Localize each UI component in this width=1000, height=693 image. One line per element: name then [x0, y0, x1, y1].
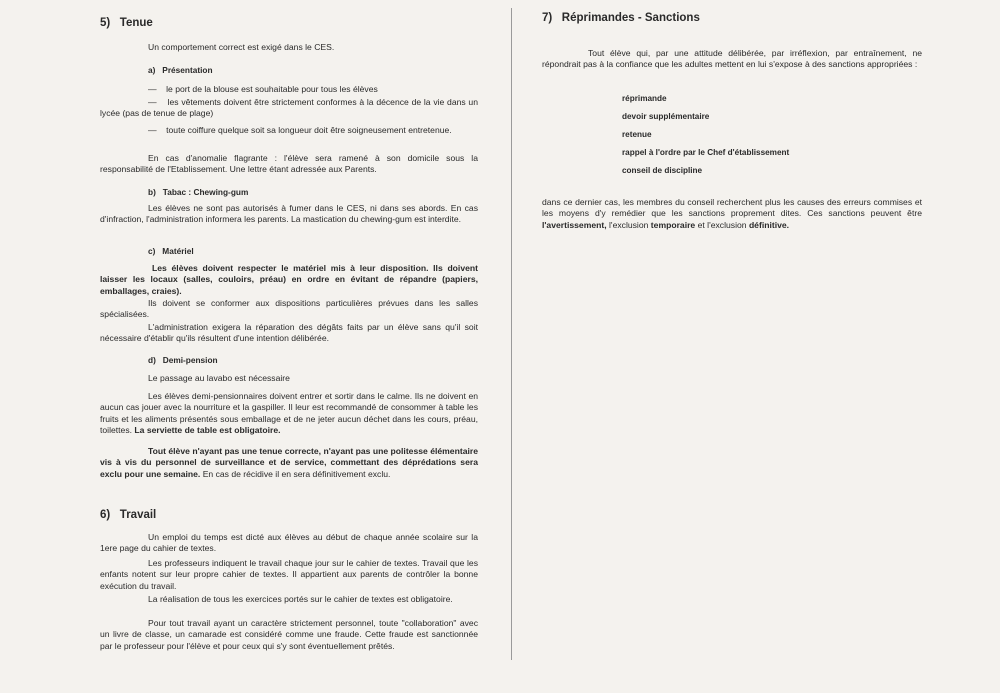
- presentation-bullet-3: — toute coiffure quelque soit sa longueur doit être soigneusement entretenue.: [148, 125, 452, 135]
- travail-paragraph-1: Un emploi du temps est dicté aux élèves au début de chaque année scolaire sur la 1ere page du cahier de textes.: [100, 532, 478, 554]
- sanctions-conclusion: [542, 197, 922, 231]
- demi-pension-rules: Les élèves demi-pensionnaires doivent entrer et sortir dans le calme. Ils ne doivent en aucun cas jouer avec la nourriture et la gaspiller. Il leur est recommandé de consommer à table les fruits et les aliments présentés sous emballage et de ne jeter aucun déchet dans les cours, préau, toilettes.: [100, 391, 478, 435]
- sanctions-list: [622, 93, 789, 183]
- presentation-bullet-1: — le port de la blouse est souhaitable pour tous les élèves: [148, 84, 378, 94]
- presentation-bullet-2: — les vêtements doivent être strictement conformes à la décence de la vie dans un lycée (pas de tenue de plage): [100, 97, 478, 119]
- sanction-item: devoir supplémentaire: [622, 112, 710, 121]
- sanctions-intro: Tout élève qui, par une attitude délibérée, par irréflexion, par entraînement, ne répondrait pas à la confiance que les adultes mettent en lui s'expose à des sanctions appropriées :: [542, 48, 922, 70]
- subsection-d-title: d) Demi-pension: [148, 355, 218, 365]
- travail-paragraph-2: Les professeurs indiquent le travail chaque jour sur le cahier de textes. Travail que les enfants notent sur leur propre cahier de textes. Il appartient aux parents de contrôler la bonne exécution du travail.: [100, 558, 478, 591]
- definitive-term: définitive.: [748, 219, 790, 230]
- sanction-item: conseil de discipline: [622, 166, 703, 175]
- subsection-c-title: c) Matériel: [148, 246, 194, 256]
- sanction-item: retenue: [622, 130, 652, 139]
- exclusion-rule: Tout élève n'ayant pas une tenue correcte, n'ayant pas une politesse élémentaire vis à vis du personnel de surveillance et de service, commettant des déprédations sera exclu pour une semaine.: [100, 446, 478, 479]
- tabac-paragraph: Les élèves ne sont pas autorisés à fumer dans le CES, ni dans ses abords. En cas d'infraction, l'administration informera les parents. La mastication du chewing-gum est interdite.: [100, 203, 478, 225]
- conclusion-text: dans ce dernier cas, les membres du conseil recherchent plus les causes des erreurs commises et les moyens d'y remédier que les sanctions proprement dites. Ces sanctions peuvent être: [542, 197, 922, 219]
- section-6-title: 6) Travail: [100, 509, 157, 521]
- presentation-paragraph: En cas d'anomalie flagrante : l'élève sera ramené à son domicile sous la responsabilité de l'Etablissement. Une lettre étant adressée aux Parents.: [100, 153, 478, 175]
- sanction-item: rappel à l'ordre par le Chef d'établissement: [622, 148, 790, 157]
- temporaire-term: temporaire: [650, 219, 696, 230]
- sanction-item: réprimande: [622, 94, 667, 103]
- napkin-rule: La serviette de table est obligatoire.: [134, 424, 281, 435]
- exclusion-term: l'exclusion: [609, 219, 649, 230]
- materiel-paragraph-2: Ils doivent se conformer aux dispositions particulières prévues dans les salles spécialisées.: [100, 298, 478, 320]
- travail-paragraph-4: Pour tout travail ayant un caractère strictement personnel, toute "collaboration" avec un livre de classe, un camarade est considéré comme une fraude. Cette fraude est sanctionnée par le professeur pour l'élève et pour ceux qui s'y sont éventuellement prêtés.: [100, 618, 478, 651]
- section-5-intro: Un comportement correct est exigé dans le CES.: [148, 42, 335, 52]
- subsection-b-title: b) Tabac : Chewing-gum: [148, 187, 249, 197]
- demi-pension-paragraph-2: [100, 391, 478, 436]
- demi-pension-paragraph-1: Le passage au lavabo est nécessaire: [148, 373, 290, 383]
- exclusion-term-2: et l'exclusion: [697, 219, 747, 230]
- materiel-paragraph-3: L'administration exigera la réparation des dégâts faits par un élève sans qu'il soit nécessaire d'établir qu'ils résultent d'une intention délibérée.: [100, 322, 478, 344]
- avertissement-term: l'avertissement,: [542, 219, 607, 230]
- section-5-title: 5) Tenue: [100, 17, 153, 29]
- column-divider: [511, 8, 512, 660]
- demi-pension-paragraph-3: [100, 446, 478, 480]
- travail-paragraph-3: La réalisation de tous les exercices portés sur le cahier de textes est obligatoire.: [148, 594, 453, 604]
- section-7-title: 7) Réprimandes - Sanctions: [542, 12, 700, 24]
- recidive-rule: En cas de récidive il en sera définitivement exclu.: [202, 468, 391, 479]
- subsection-a-title: a) Présentation: [148, 65, 213, 75]
- materiel-paragraph-1: Les élèves doivent respecter le matériel mis à leur disposition. Ils doivent laisser les locaux (salles, couloirs, préau) en ordre en évitant de répandre (papiers, emballages, craies).: [100, 263, 478, 296]
